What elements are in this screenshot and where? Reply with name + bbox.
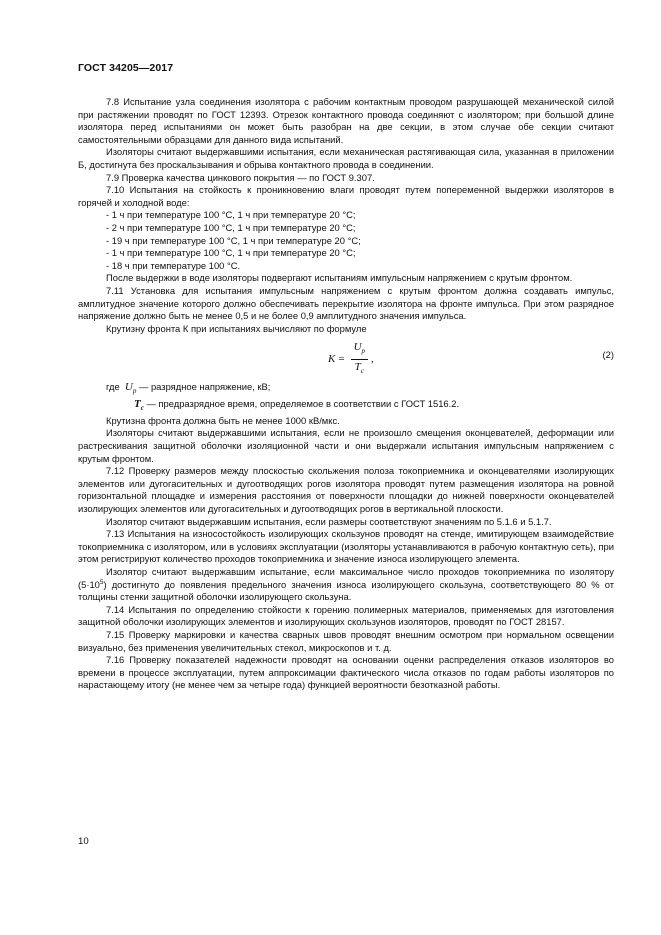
t-var: T — [134, 398, 141, 411]
paragraph-7-13-result — [78, 566, 614, 604]
paragraph-7-9: 7.9 Проверка качества цинкового покрытия — по ГОСТ 9.307. — [106, 171, 375, 183]
where-t-var — [134, 398, 144, 413]
t-sub: c — [140, 404, 144, 413]
cycle-item: - 1 ч при температуре 100 °С, 1 ч при температуре 20 °С; — [106, 247, 356, 259]
paragraph-7-8: 7.8 Испытание узла соединения изолятора с рабочим контактным проводом разрушающей механической силой при растяжении проводят по ГОСТ 12393. Отрезок контактного провода соединяют с изолятором; при большой длине изолятора перед испытаниями он может быть разобран на две секции, в этом случае обе секции считают самостоятельными образцами для данного вида испытаний. — [78, 96, 614, 145]
equation-number: (2) — [602, 349, 614, 361]
denominator-var: T — [354, 361, 361, 374]
where-u-text: — разрядное напряжение, кВ; — [138, 381, 271, 393]
p713b-sup: 5 — [99, 578, 104, 586]
where-u-var — [124, 381, 137, 396]
where-line-u — [78, 381, 614, 398]
p713b-pre: Изолятор считают выдержавшим испытание, если максимальное число проходов токоприемника по изолятору (5·10 — [78, 565, 614, 590]
u-var: U — [124, 381, 133, 394]
paragraph-7-16: 7.16 Проверку показателей надежности проводят на основании оценки распределения отказов изоляторов во времени в процессе эксплуатации, путем аппроксимации фактического числа отказов по годам работы изоляторов по нарастающему итогу (не менее чем за четыре года) функцией вероятности безотказной работы. — [78, 654, 614, 691]
cycle-list — [78, 209, 614, 272]
paragraph-7-12: 7.12 Проверку размеров между плоскостью скольжения полоза токоприемника и оконцевателями изолирующих элементов или дугогасительных и дугоотводящих рогов изолятора проводят путем размещения изолятора на ровной горизонтальной площадке и измерения расстояния от поверхности площадки до нижней поверхности оконцевателей изолирующих элементов или дугогасительных и дугоотводящих рогов в вертикальной плоскости. — [78, 465, 614, 514]
p713b-post: ) достигнуто до появления предельного значения износа изолирующего скользуна, соответствующего 80 % от толщины стенки защитной оболочки изолирующего скользуна. — [78, 578, 614, 603]
formula-numerator — [351, 341, 368, 360]
paragraph-7-11-steepness: Крутизна фронта должна быть не менее 1000 кВ/мкс. — [106, 414, 340, 426]
cycle-item: - 1 ч при температуре 100 °С, 1 ч при температуре 20 °С; — [106, 209, 356, 221]
where-intro: где — [106, 381, 120, 393]
denominator-sub: c — [360, 367, 364, 376]
page-header: ГОСТ 34205—2017 — [78, 62, 174, 74]
paragraph-7-10: 7.10 Испытания на стойкость к проникновению влаги проводят путем попеременной выдержки изоляторов в горячей и холодной воде: — [78, 184, 614, 208]
paragraph-7-8-result: Изоляторы считают выдержавшими испытания, если механическая растягивающая сила, указанная в приложении Б, достигнута без проскальзывания и обрыва контактного провода в соединении. — [78, 146, 614, 170]
formula-fraction — [351, 341, 368, 378]
cycle-item: - 2 ч при температуре 100 °С, 1 ч при температуре 20 °С; — [106, 221, 356, 233]
where-t-text: — предразрядное время, определяемое в соответствии с ГОСТ 1516.2. — [146, 398, 460, 410]
numerator-sub: p — [361, 347, 366, 356]
formula-block — [78, 337, 614, 377]
formula — [328, 341, 374, 378]
paragraph-7-14: 7.14 Испытания по определению стойкости к горению полимерных материалов, применяемых для изготовления защитной оболочки изолирующих элементов и изолирующих скользунов изоляторов, проводят по ГОСТ 28157. — [78, 603, 614, 628]
paragraph-7-11-formula-intro: Крутизну фронта К при испытаниях вычисляют по формуле — [106, 322, 367, 334]
paragraph-7-13: 7.13 Испытания на износостойкость изолирующих скользунов проводят на стенде, имитирующем взаимодействие токоприемника с изолятором, или в условиях эксплуатации (изоляторы устанавливаются в рабочую контактную сеть), при этом регистрируют количество проходов токоприемника и значение износа изолирующего элемента. — [78, 528, 614, 565]
document-body — [78, 96, 614, 692]
paragraph-7-10-result: После выдержки в воде изоляторы подвергают испытаниям импульсным напряжением с крутым фронтом. — [106, 272, 573, 284]
cycle-item: - 19 ч при температуре 100 °С, 1 ч при температуре 20 °С; — [106, 234, 361, 246]
numerator-var: U — [353, 341, 362, 354]
formula-lhs: K — [328, 353, 336, 366]
page-number: 10 — [78, 836, 89, 847]
cycle-item: - 18 ч при температуре 100 °С. — [106, 259, 241, 271]
formula-equals: = — [338, 353, 345, 366]
formula-denominator — [352, 360, 367, 378]
where-line-t — [78, 398, 614, 415]
paragraph-7-11: 7.11 Установка для испытания импульсным напряжением с крутым фронтом должна создавать импульс, амплитудное значение которого должно обеспечивать перекрытие изолятора на фронте импульса. При этом разрядное напряжение должно быть не менее 0,5 и не более 0,9 амплитудного значения импульса. — [78, 284, 614, 322]
paragraph-7-11-result: Изоляторы считают выдержавшими испытания, если не произошло смещения оконцевателей, деформации или растрескивания защитной оболочки изоляционной части и они выдержали испытания импульсным напряжением с крутым фронтом. — [78, 427, 614, 464]
paragraph-7-12-result: Изолятор считают выдержавшим испытания, если размеры соответствуют значениям по 5.1.6 и 5.1.7. — [106, 515, 552, 527]
formula-tail: , — [371, 353, 374, 366]
paragraph-7-15: 7.15 Проверку маркировки и качества сварных швов проводят внешним осмотром при нормальном освещении визуально, без применения увеличительных стекол, микроскопов и т. д. — [78, 628, 614, 653]
u-sub: p — [132, 387, 137, 396]
